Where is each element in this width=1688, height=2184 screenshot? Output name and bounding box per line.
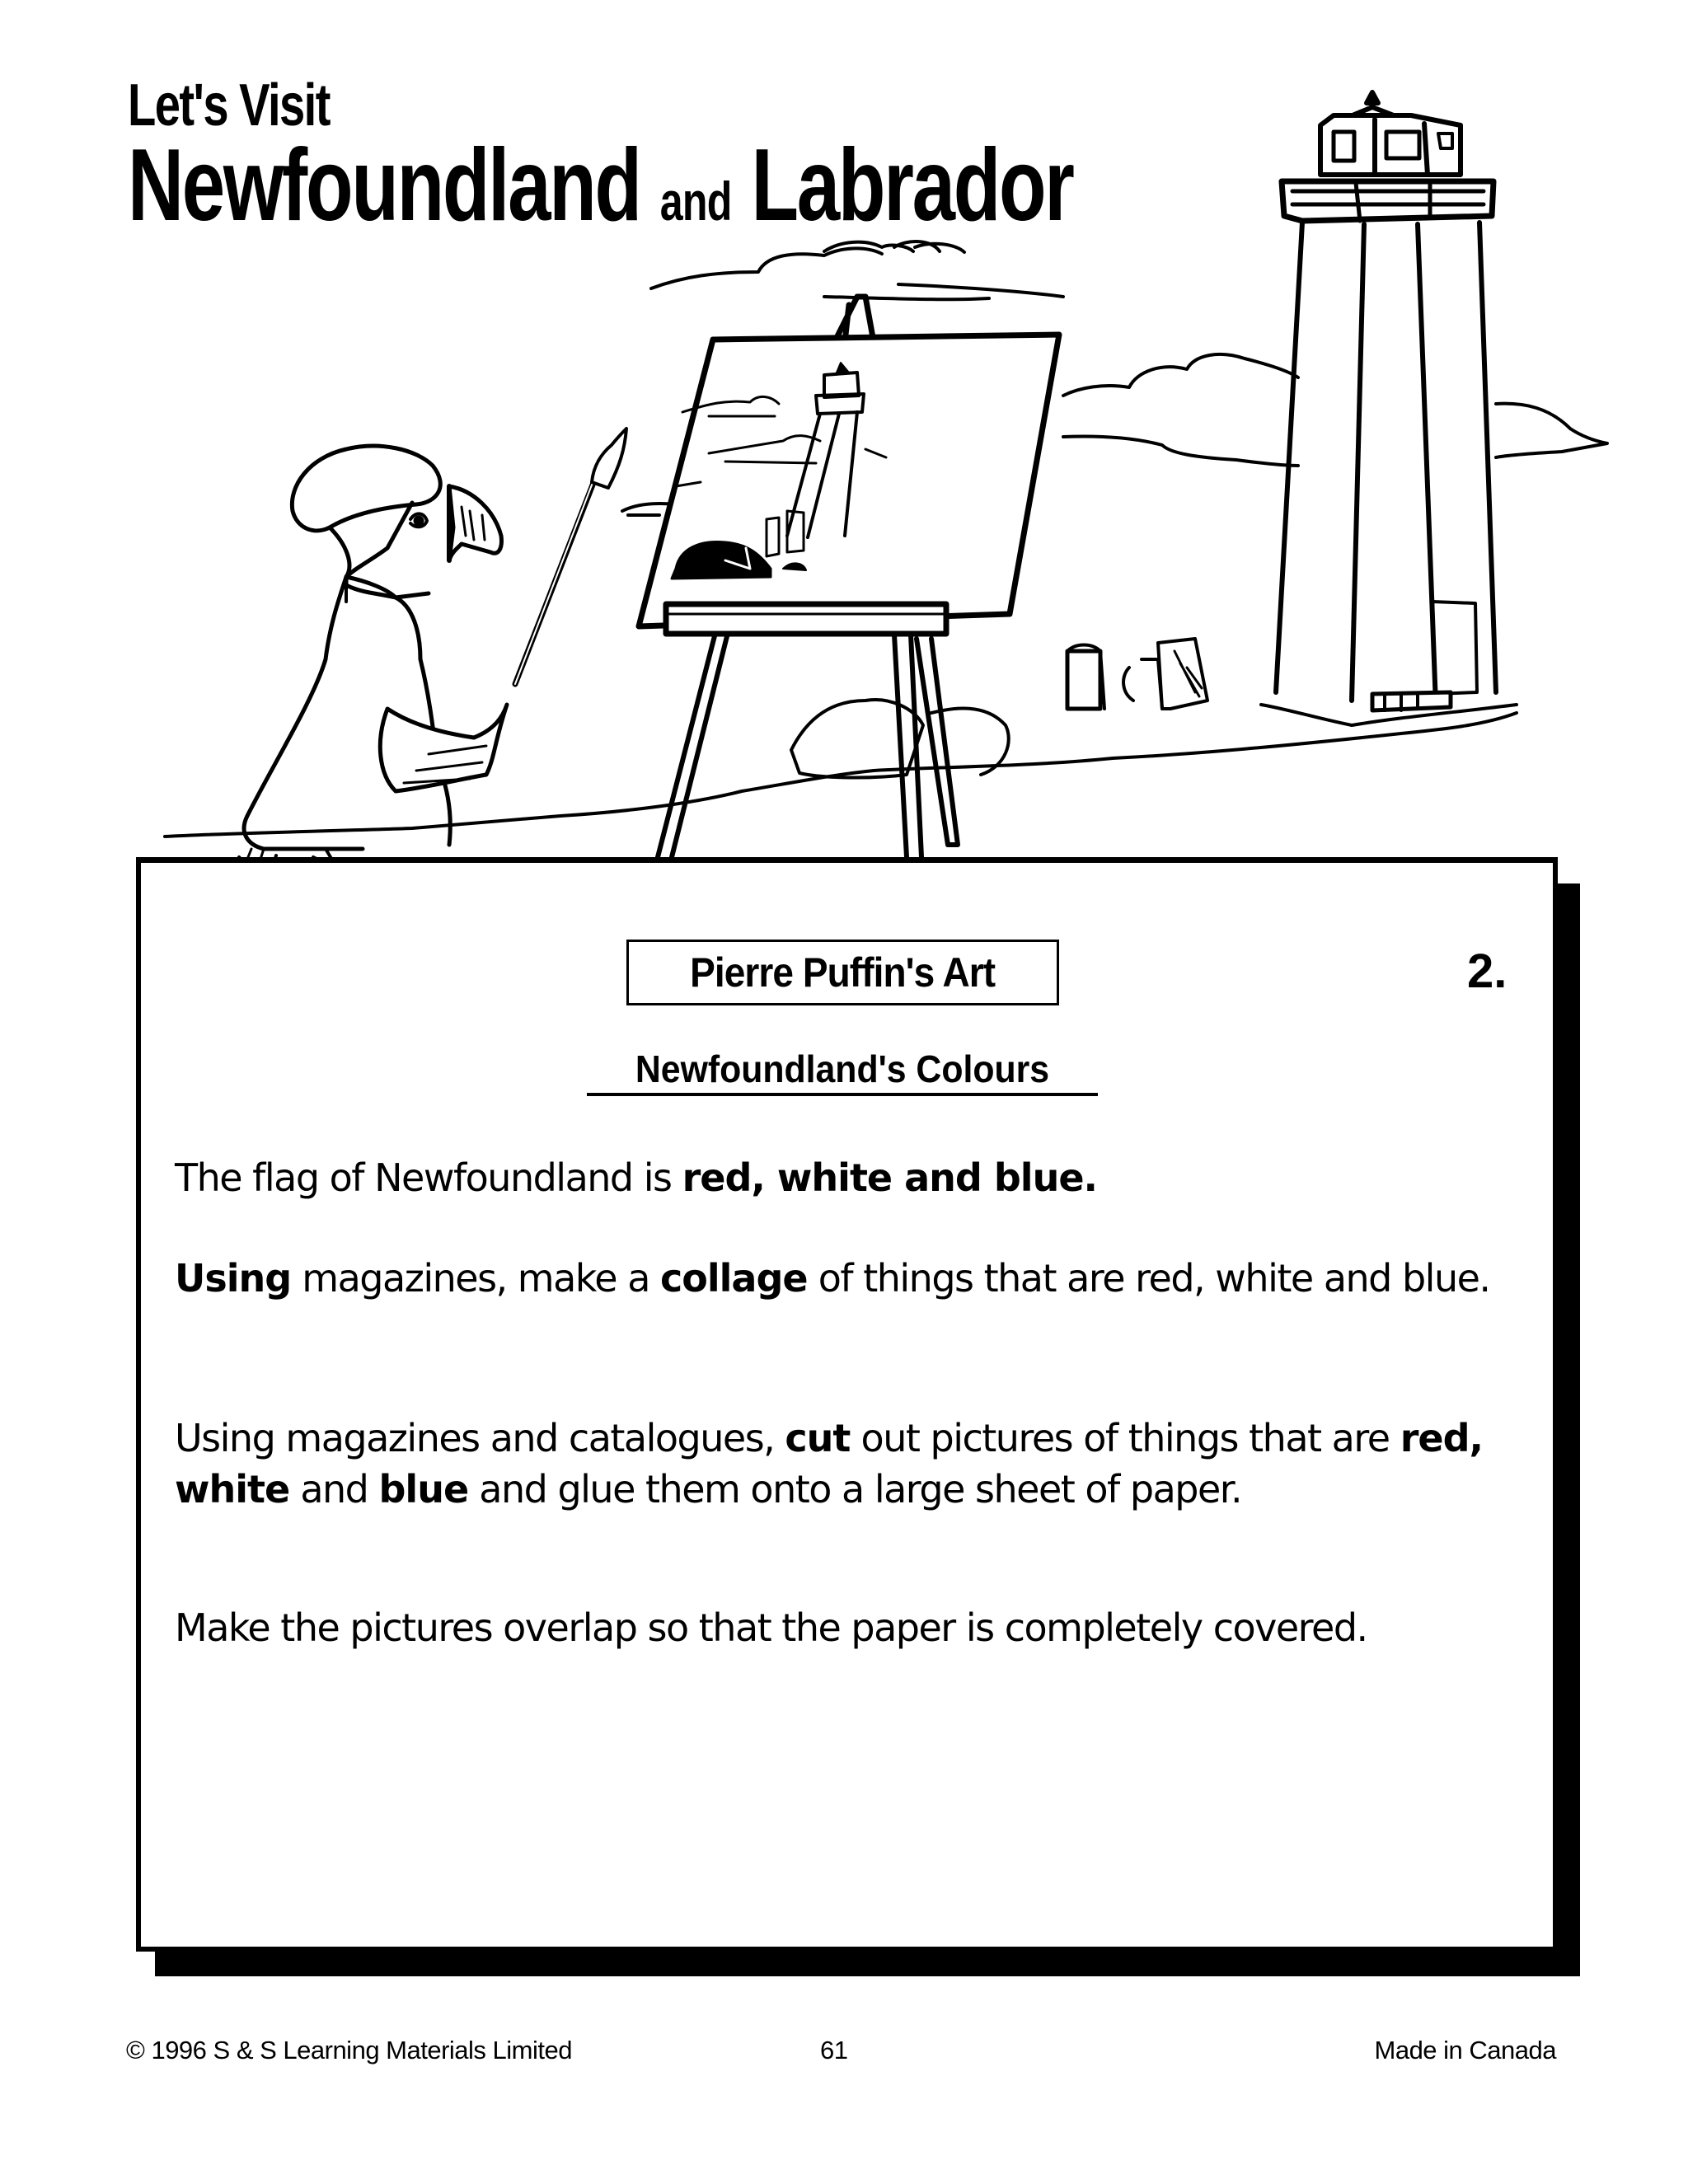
header-kicker: Let's Visit: [128, 73, 330, 138]
paragraph-cut-out: Using magazines and catalogues, cut out pictures of things that are red, white and blue and glue them onto a large sheet of paper.: [175, 1416, 1483, 1511]
lighthouse-icon: [1261, 92, 1517, 725]
activity-subheading: Newfoundland's Colours: [587, 1047, 1098, 1096]
paragraph-collage: Using magazines, make a collage of things that are red, white and blue.: [175, 1256, 1490, 1301]
footer-origin: Made in Canada: [1374, 2036, 1556, 2064]
paragraph-overlap: Make the pictures overlap so that the paper is completely covered.: [175, 1605, 1367, 1650]
title-labrador: Labrador: [751, 129, 1073, 242]
paragraph-flag: The flag of Newfoundland is red, white and blue.: [175, 1155, 1097, 1200]
footer-copyright: © 1996 S & S Learning Materials Limited: [126, 2036, 572, 2064]
activity-card: [136, 857, 1558, 1952]
title-newfoundland: Newfoundland: [128, 129, 640, 242]
activity-title-box: [626, 940, 1059, 1005]
title-and: and: [659, 171, 732, 232]
puffin-icon: [239, 429, 626, 874]
landscape-icon: [165, 639, 1517, 837]
puffin-painting-illustration: [0, 0, 1688, 907]
footer-page-number: 61: [820, 2036, 848, 2064]
activity-title: Pierre Puffin's Art: [690, 949, 996, 996]
canvas-painting: [639, 335, 1059, 634]
activity-number: 2.: [1467, 944, 1507, 998]
